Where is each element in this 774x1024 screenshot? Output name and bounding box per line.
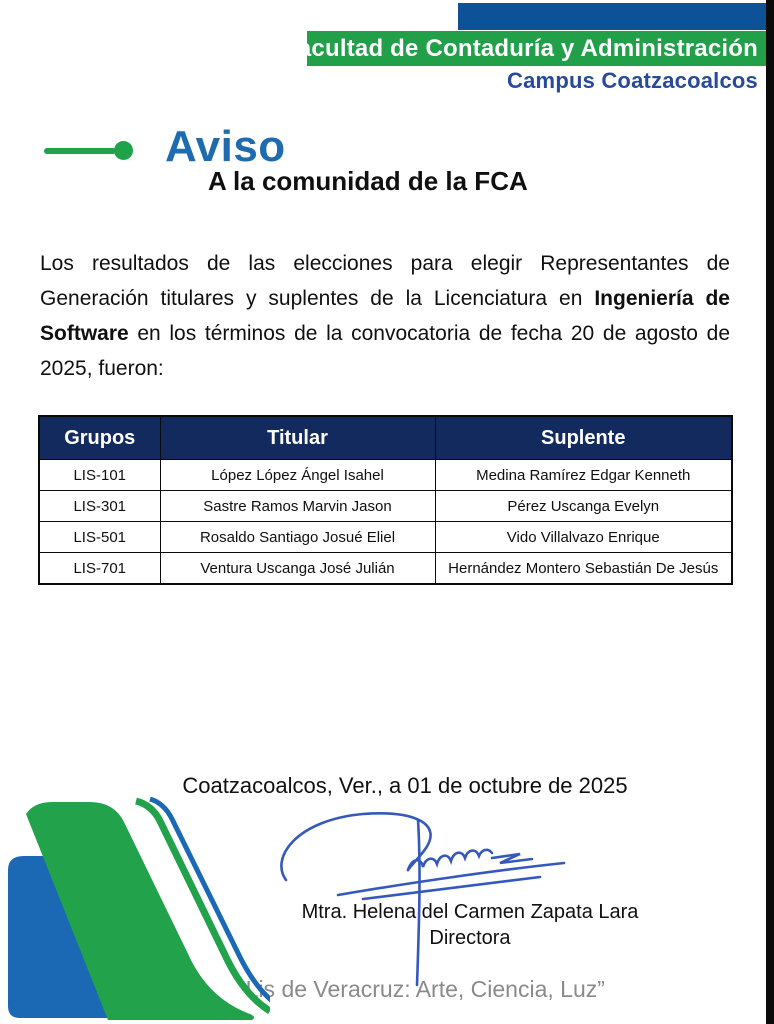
dateline: Coatzacoalcos, Ver., a 01 de octubre de 2025 (182, 773, 628, 798)
body-text-prefix: Los resultados de las elecciones para elegir Representantes de Generación titulares y suplentes de la Licenciatura en (40, 252, 730, 310)
motto: “Lis de Veracruz: Arte, Ciencia, Luz” (238, 976, 605, 1002)
faculty-banner-label: Facultad de Contaduría y Administración (283, 34, 758, 62)
col-header-grupos: Grupos (39, 416, 160, 460)
cell-titular: Ventura Uscanga José Julián (160, 553, 435, 585)
notice-subtitle: A la comunidad de la FCA (208, 166, 528, 196)
accent-line (44, 148, 116, 154)
cell-group: LIS-301 (39, 491, 160, 522)
notice-body (40, 246, 730, 386)
top-blue-bar (458, 3, 766, 30)
notice-title: Aviso (165, 122, 286, 171)
signer-title: Directora (429, 927, 511, 949)
cell-titular: Sastre Ramos Marvin Jason (160, 491, 435, 522)
cell-group: LIS-701 (39, 553, 160, 585)
campus-label: Campus Coatzacoalcos (507, 68, 758, 93)
faculty-banner (283, 31, 766, 66)
cell-suplente: Medina Ramírez Edgar Kenneth (435, 460, 732, 491)
signer-name: Mtra. Helena del Carmen Zapata Lara (301, 901, 639, 923)
table-header-row (39, 416, 732, 460)
results-table (38, 415, 733, 585)
table-row (39, 491, 732, 522)
col-header-titular: Titular (160, 416, 435, 460)
table-row (39, 522, 732, 553)
cell-titular: Rosaldo Santiago Josué Eliel (160, 522, 435, 553)
cell-suplente: Vido Villalvazo Enrique (435, 522, 732, 553)
cell-group: LIS-101 (39, 460, 160, 491)
cell-titular: López López Ángel Isahel (160, 460, 435, 491)
col-header-suplente: Suplente (435, 416, 732, 460)
page-edge-strip (766, 0, 774, 1024)
body-text-bold: Ingeniería de Software (40, 287, 730, 345)
cell-suplente: Pérez Uscanga Evelyn (435, 491, 732, 522)
cell-suplente: Hernández Montero Sebastián De Jesús (435, 553, 732, 585)
accent-dot-icon (114, 141, 133, 160)
cell-group: LIS-501 (39, 522, 160, 553)
body-text-suffix: en los términos de la convocatoria de fecha 20 de agosto de 2025, fueron: (40, 322, 730, 380)
table-row (39, 553, 732, 585)
signature-block (270, 899, 670, 951)
uv-logo (0, 794, 270, 1024)
table-row (39, 460, 732, 491)
